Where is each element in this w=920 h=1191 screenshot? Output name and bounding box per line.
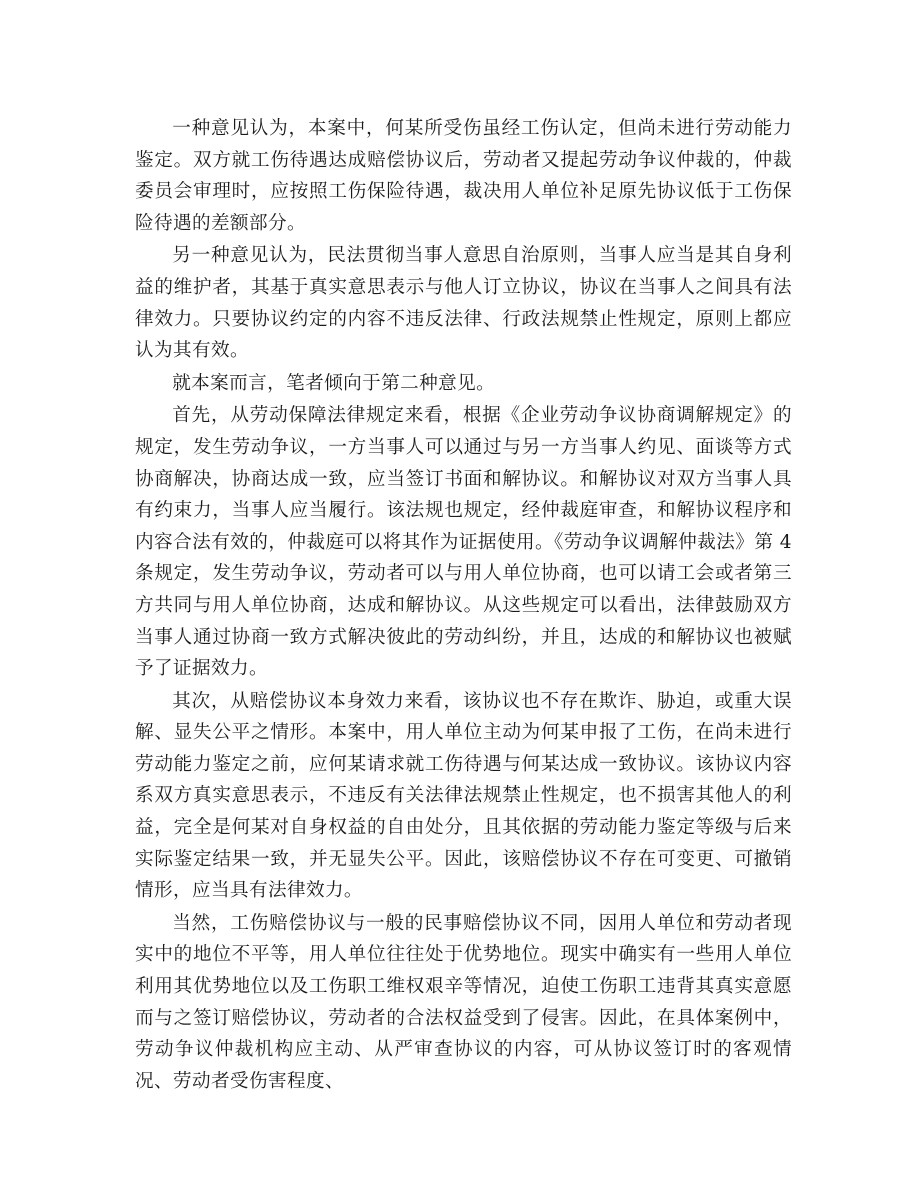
document-body (135, 113, 792, 1098)
paragraph-secondly: 其次，从赔偿协议本身效力来看，该协议也不存在欺诈、胁迫，或重大误解、显失公平之情形。本案中，用人单位主动为何某申报了工伤，在尚未进行劳动能力鉴定之前，应何某请求就工伤待遇与何某达成一致协议。该协议内容系双方真实意思表示，不违反有关法律法规禁止性规定，也不损害其他人的利益，完全是何某对自身权益的自由处分，且其依据的劳动能力鉴定等级与后来实际鉴定结果一致，并无显失公平。因此，该赔偿协议不存在可变更、可撤销情形，应当具有法律效力。 (135, 690, 792, 902)
paragraph-of-course: 当然，工伤赔偿协议与一般的民事赔偿协议不同，因用人单位和劳动者现实中的地位不平等，用人单位往往处于优势地位。现实中确实有一些用人单位利用其优势地位以及工伤职工维权艰辛等情况，迫使工伤职工违背其真实意愿而与之签订赔偿协议，劳动者的合法权益受到了侵害。因此，在具体案例中，劳动争议仲裁机构应主动、从严审查协议的内容，可从协议签订时的客观情况、劳动者受伤害程度、 (135, 912, 792, 1092)
paragraph-first-opinion: 一种意见认为，本案中，何某所受伤虽经工伤认定，但尚未进行劳动能力鉴定。双方就工伤待遇达成赔偿协议后，劳动者又提起劳动争议仲裁的，仲裁委员会审理时，应按照工伤保险待遇，裁决用人单位补足原先协议低于工伤保险待遇的差额部分。 (135, 118, 792, 234)
paragraph-firstly: 首先，从劳动保障法律规定来看，根据《企业劳动争议协商调解规定》的规定，发生劳动争议，一方当事人可以通过与另一方当事人约见、面谈等方式协商解决，协商达成一致，应当签订书面和解协议。和解协议对双方当事人具有约束力，当事人应当履行。该法规也规定，经仲裁庭审查，和解协议程序和内容合法有效的，仲裁庭可以将其作为证据使用。《劳动争议调解仲裁法》第 4 条规定，发生劳动争议，劳动者可以与用人单位协商，也可以请工会或者第三方共同与用人单位协商，达成和解协议。从这些规定可以看出，法律鼓励双方当事人通过协商一致方式解决彼此的劳动纠纷，并且，达成的和解协议也被赋予了证据效力。 (135, 405, 792, 680)
paragraph-author-view: 就本案而言，笔者倾向于第二种意见。 (172, 372, 496, 394)
paragraph-second-opinion: 另一种意见认为，民法贯彻当事人意思自治原则，当事人应当是其自身利益的维护者，其基于真实意思表示与他人订立协议，协议在当事人之间具有法律效力。只要协议约定的内容不违反法律、行政法规禁止性规定，原则上都应认为其有效。 (135, 245, 792, 362)
